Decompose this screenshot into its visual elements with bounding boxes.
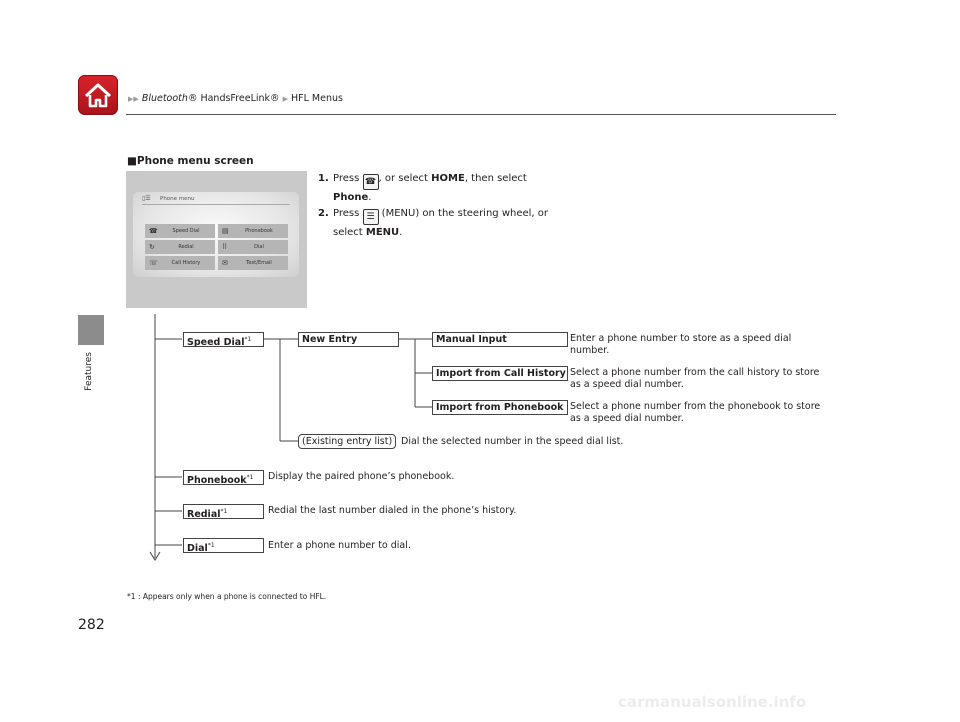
footnote: *1 : Appears only when a phone is connected to HFL. [127,592,327,601]
existing-entry-list-node[interactable]: (Existing entry list) [298,434,396,449]
step-1: 1. Press ☎ , or select HOME, then select Phone. [318,173,527,203]
screen-button-dial[interactable]: ⠿ Dial [218,240,288,254]
new-entry-node[interactable]: New Entry [298,332,399,347]
screen-button-phonebook[interactable]: ▤ Phonebook [218,224,288,238]
step-2: 2. Press ☰ (MENU) on the steering wheel, or select MENU. [318,207,549,238]
section-title: ■Phone menu screen [127,155,254,167]
breadcrumb-arrow-icon: ▶ [282,95,288,103]
breadcrumb-arrow-icon: ▶▶ [128,95,139,103]
page-number: 282 [78,617,105,633]
phonebook-description: Display the paired phone’s phonebook. [268,471,455,482]
import-phonebook-node[interactable]: Import from Phonebook [432,400,568,415]
redial-icon: ↻ [149,243,155,251]
existing-entry-description: Dial the selected number in the speed dial list. [401,436,624,447]
dial-node[interactable]: Dial$^{*1}$ [183,538,264,553]
screen-button-text-email[interactable]: ✉ Text/Email [218,256,288,270]
menu-button-icon: ☰ [363,209,379,225]
import-phonebook-description: Select a phone number from the phonebook to store as a speed dial number. [570,401,821,424]
dial-description: Enter a phone number to dial. [268,540,411,551]
breadcrumb-part1-suffix[interactable]: ® HandsFreeLink® [187,93,280,104]
speed-dial-icon: ☎ [149,227,158,235]
breadcrumb-part2[interactable]: HFL Menus [291,93,343,104]
phone-button-icon: ☎ [363,174,379,190]
call-history-icon: ☏ [149,259,158,267]
speed-dial-node[interactable]: Speed Dial$^{*1}$ [183,332,264,347]
phonebook-icon: ▤ [222,227,229,235]
side-tab-label: Features [84,352,94,391]
screen-phone-icon: ▯☰ [142,195,151,202]
screen-button-redial[interactable]: ↻ Redial [145,240,215,254]
screen-title: Phone menu [160,196,195,202]
redial-node[interactable]: Redial$^{*1}$ [183,504,264,519]
dial-icon: ⠿ [222,243,228,251]
import-call-history-description: Select a phone number from the call history to store as a speed dial number. [570,367,820,390]
watermark: carmanualsonline.info [618,693,807,711]
import-call-history-node[interactable]: Import from Call History [432,366,568,381]
manual-input-description: Enter a phone number to store as a speed dial number. [570,333,792,356]
phonebook-node[interactable]: Phonebook$^{*1}$ [183,470,264,485]
breadcrumb-part1[interactable]: Bluetooth [141,93,188,104]
screen-button-call-history[interactable]: ☏ Call History [145,256,215,270]
text-email-icon: ✉ [222,259,228,267]
redial-description: Redial the last number dialed in the phone’s history. [268,505,517,516]
screen-button-speed-dial[interactable]: ☎ Speed Dial [145,224,215,238]
manual-input-node[interactable]: Manual Input [432,332,568,347]
